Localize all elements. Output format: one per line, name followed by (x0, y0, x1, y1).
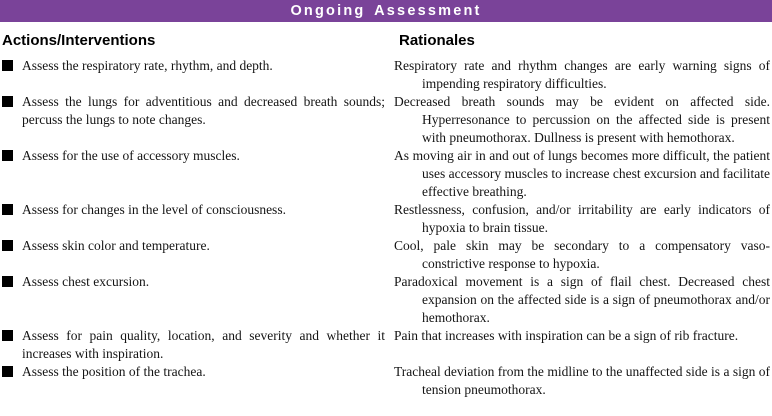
rationale-item: Respiratory rate and rhythm changes are early warning signs of impending respiratory difficulties. (394, 58, 770, 91)
rationale-cell (391, 273, 772, 327)
action-item: Assess for pain quality, location, and severity and whether it increases with inspiration. (22, 328, 385, 361)
table-title: Ongoing Assessment (290, 2, 482, 19)
column-headers (0, 33, 772, 48)
table-row (0, 93, 772, 147)
square-bullet-icon (2, 96, 13, 107)
action-cell (0, 147, 391, 165)
rationale-cell (391, 363, 772, 399)
action-item: Assess the lungs for adventitious and decreased breath sounds; percuss the lungs to note changes. (22, 94, 385, 127)
square-bullet-icon (2, 204, 13, 215)
table-row (0, 363, 772, 399)
rationale-cell (391, 237, 772, 273)
action-item: Assess the respiratory rate, rhythm, and depth. (22, 58, 273, 73)
rationale-item: Pain that increases with inspiration can be a sign of rib fracture. (394, 328, 739, 343)
table-row (0, 201, 772, 237)
action-cell (0, 363, 391, 381)
action-item: Assess for the use of accessory muscles. (22, 148, 240, 163)
rationale-cell (391, 57, 772, 93)
column-header-rationales: Rationales (399, 32, 475, 49)
square-bullet-icon (2, 330, 13, 341)
action-cell (0, 327, 391, 363)
action-item: Assess the position of the trachea. (22, 364, 206, 379)
table-row (0, 57, 772, 93)
rationale-cell (391, 201, 772, 237)
table-row (0, 327, 772, 363)
table-row (0, 273, 772, 327)
action-cell (0, 237, 391, 255)
table-body (0, 57, 772, 399)
table-title-band (0, 0, 772, 22)
column-header-actions: Actions/Interventions (2, 32, 156, 49)
action-cell (0, 273, 391, 291)
action-cell (0, 93, 391, 129)
action-item: Assess skin color and temperature. (22, 238, 210, 253)
action-cell (0, 201, 391, 219)
action-cell (0, 57, 391, 75)
rationale-item: Paradoxical movement is a sign of flail chest. Decreased chest expansion on the affected side is a sign of pneumothorax and/or hemothorax. (394, 274, 770, 325)
table-row (0, 147, 772, 201)
square-bullet-icon (2, 60, 13, 71)
square-bullet-icon (2, 276, 13, 287)
table-row (0, 237, 772, 273)
square-bullet-icon (2, 366, 13, 377)
rationale-item: As moving air in and out of lungs becomes more difficult, the patient uses accessory muscles to increase chest excursion and facilitate effective breathing. (394, 148, 770, 199)
square-bullet-icon (2, 240, 13, 251)
action-item: Assess chest excursion. (22, 274, 150, 289)
rationale-cell (391, 93, 772, 147)
rationale-cell (391, 147, 772, 201)
rationale-item: Restlessness, confusion, and/or irritability are early indicators of hypoxia to brain tissue. (394, 202, 770, 235)
rationale-cell (391, 327, 772, 345)
rationale-item: Tracheal deviation from the midline to the unaffected side is a sign of tension pneumothorax. (394, 364, 770, 397)
square-bullet-icon (2, 150, 13, 161)
rationale-item: Decreased breath sounds may be evident on affected side. Hyperresonance to percussion on the affected side is present with pneumothorax. Dullness is present with hemothorax. (394, 94, 770, 145)
rationale-item: Cool, pale skin may be secondary to a compensatory vaso-constrictive response to hypoxia. (394, 238, 770, 271)
action-item: Assess for changes in the level of consciousness. (22, 202, 286, 217)
